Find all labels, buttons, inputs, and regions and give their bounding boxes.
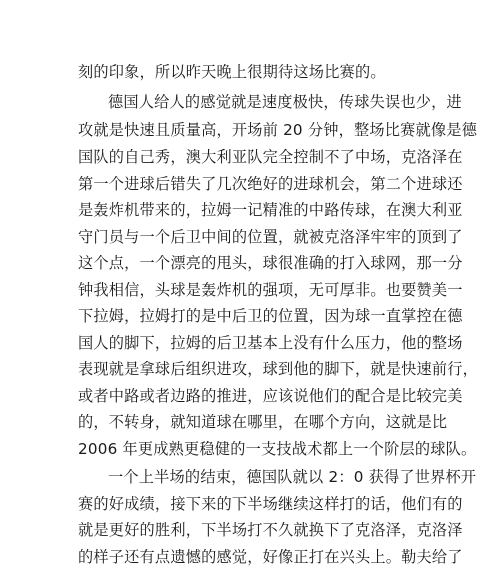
text-line: 刻的印象，所以昨天晚上很期待这场比赛的。 [78, 63, 386, 81]
text-line: 下拉姆，拉姆打的是中后卫的位置，因为球一直掌控在德 [78, 307, 463, 325]
text-line: 国队的自己秀，澳大利亚队完全控制不了中场，克洛泽在 [78, 148, 463, 166]
text-line: 表现就是拿球后组织进攻，球到他的脚下，就是快速前行， [78, 360, 479, 378]
text-line: 这个点，一个漂亮的甩头，球很准确的打入球网，那一分 [78, 254, 463, 272]
text-line: 2006 年更成熟更稳健的一支技战术都上一个阶层的球队。 [78, 440, 477, 458]
text-line: 一个上半场的结束，德国队就以 2：0 获得了世界杯开 [108, 468, 477, 486]
text-line: 的样子还有点遗憾的感觉，好像正打在兴头上。勒夫给了 [78, 548, 463, 566]
text-line: 第一个进球后错失了几次绝好的进球机会，第二个进球还 [78, 175, 463, 193]
text-line: 德国人给人的感觉就是速度极快，传球失误也少，进 [108, 93, 462, 111]
text-line: 就是更好的胜利，下半场打不久就换下了克洛泽，克洛泽 [78, 521, 463, 539]
text-line: 攻就是快速且质量高，开场前 20 分钟，整场比赛就像是德 [78, 121, 478, 139]
text-line: 是轰炸机带来的，拉姆一记精准的中路传球，在澳大利亚 [78, 201, 463, 219]
text-line: 守门员与一个后卫中间的位置，就被克洛泽牢牢的顶到了 [78, 228, 463, 246]
text-line: 的，不转身，就知道球在哪里，在哪个方向，这就是比 [78, 413, 448, 431]
text-line: 或者中路或者边路的推进，应该说他们的配合是比较完美 [78, 387, 463, 405]
text-line: 国人的脚下，拉姆的后卫基本上没有什么压力，他的整场 [78, 334, 463, 352]
text-line: 钟我相信，头球是轰炸机的强项，无可厚非。也要赞美一 [78, 281, 463, 299]
text-line: 赛的好成绩，接下来的下半场继续这样打的话，他们有的 [78, 495, 463, 513]
